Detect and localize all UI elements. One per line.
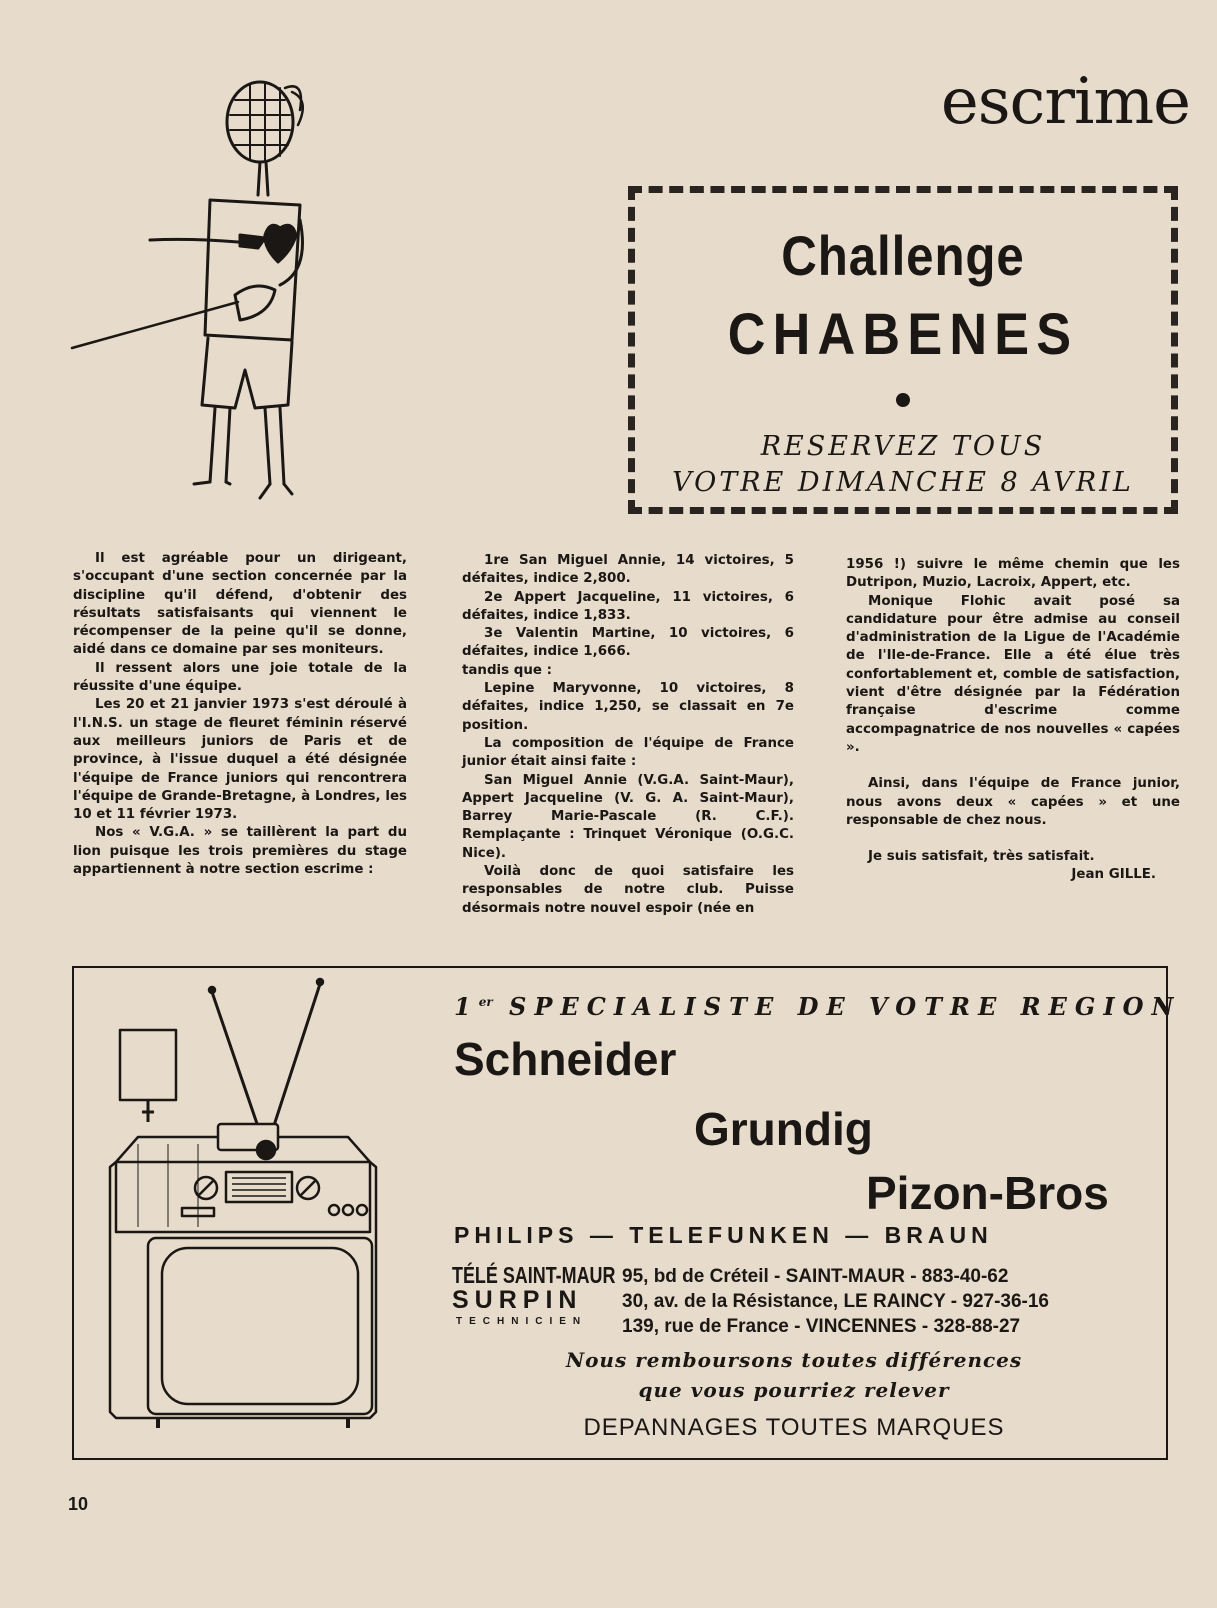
refund-line-2: que vous pourriez relever: [638, 1378, 950, 1402]
paragraph: La composition de l'équipe de France junior était ainsi faite :: [462, 735, 794, 770]
page-number: 10: [68, 1494, 89, 1514]
article-column-3: [846, 556, 1180, 885]
bullet-dot: [896, 393, 910, 407]
paragraph: San Miguel Annie (V.G.A. Saint-Maur), Appert Jacqueline (V. G. A. Saint-Maur), Barrey Marie-Pascale (R. C.F.). Remplaçante : Trinquet Véronique (O.G.C. Nice).: [462, 772, 794, 861]
article-column-1: [73, 550, 407, 879]
repair-line: DEPANNAGES TOUTES MARQUES: [583, 1414, 1005, 1441]
brand-pizon-bros: Pizon-Bros: [866, 1167, 1109, 1219]
shop-name-surpin: SURPIN: [452, 1286, 583, 1314]
address-vincennes: 139, rue de France - VINCENNES - 328-88-27: [622, 1316, 1021, 1337]
ad-headline: [454, 992, 1182, 1021]
challenge-line1: RESERVEZ TOUS: [760, 431, 1046, 462]
article-column-2: [462, 552, 794, 918]
section-title: escrime: [940, 65, 1190, 139]
paragraph: Il ressent alors une joie totale de la réussite d'une équipe.: [73, 660, 407, 695]
address-saint-maur: 95, bd de Créteil - SAINT-MAUR - 883-40-62: [622, 1266, 1009, 1287]
paragraph: Nos « V.G.A. » se taillèrent la part du lion puisque les trois premières du stage appartiennent à notre section escrime :: [73, 825, 407, 878]
ad-headline-number: 1: [454, 992, 479, 1021]
brand-schneider: Schneider: [454, 1033, 677, 1085]
result-item: 1re San Miguel Annie, 14 victoires, 5 défaites, indice 2,800.: [462, 553, 794, 587]
signature: Jean GILLE.: [1071, 867, 1156, 883]
paragraph: Les 20 et 21 janvier 1973 s'est déroulé à l'I.N.S. un stage de fleuret féminin réservé aux meilleurs juniors de Paris et de province, à l'issue duquel a été désignée l'équipe de France juniors qui rencontrera l'équipe de Grande-Bretagne, à Londres, les 10 et 11 février 1973.: [73, 697, 407, 823]
ad-headline-superscript: er: [478, 995, 493, 1009]
paragraph: tandis que :: [462, 662, 552, 678]
challenge-title-line1: Challenge: [781, 224, 1025, 287]
paragraph: Il est agréable pour un dirigeant, s'occupant d'une section concernée par la discipline qu'il défend, d'obtenir des résultats satisfaisants qui viennent le récompenser de la peine qu'il se donne, aidé dans ce domaine par ses moniteurs.: [73, 551, 407, 658]
paragraph: 1956 !) suivre le même chemin que les Dutripon, Muzio, Lacroix, Appert, etc.: [846, 557, 1180, 591]
challenge-line2: VOTRE DIMANCHE 8 AVRIL: [672, 467, 1134, 498]
television-illustration: [108, 972, 398, 1442]
paragraph: Voilà donc de quoi satisfaire les responsables de notre club. Puisse désormais notre nouvel espoir (née en: [462, 864, 794, 916]
challenge-announcement-box: [628, 186, 1178, 514]
ad-headline-text: SPECIALISTE DE VOTRE REGION: [492, 992, 1182, 1021]
paragraph: Je suis satisfait, très satisfait.: [868, 849, 1095, 865]
fencer-illustration: [60, 70, 330, 520]
address-le-raincy: 30, av. de la Résistance, LE RAINCY - 927-36-16: [622, 1291, 1049, 1312]
result-item: Lepine Maryvonne, 10 victoires, 8 défaites, indice 1,250, se classait en 7e position.: [462, 681, 794, 733]
challenge-title-line2: CHABENES: [727, 302, 1079, 367]
result-item: 2e Appert Jacqueline, 11 victoires, 6 défaites, indice 1,833.: [462, 589, 794, 623]
paragraph: Monique Flohic avait posé sa candidature pour être admise au conseil d'administration de la Ligue de l'Académie de l'Ile-de-France. Elle a été élue très confortablement et, comble de satisfaction, vient d'être désignée par la Fédération française d'escrime comme accompagnatrice de nos nouvelles « capées ».: [846, 593, 1180, 755]
brands-line: PHILIPS — TELEFUNKEN — BRAUN: [454, 1222, 993, 1248]
brand-grundig: Grundig: [694, 1103, 873, 1155]
refund-line-1: Nous remboursons toutes différences: [565, 1348, 1023, 1372]
shop-name-tele-saint-maur: TÉLÉ SAINT-MAUR: [452, 1262, 616, 1288]
result-item: 3e Valentin Martine, 10 victoires, 6 défaites, indice 1,666.: [462, 626, 794, 660]
paragraph: Ainsi, dans l'équipe de France junior, nous avons deux « capées » et une responsable de chez nous.: [846, 776, 1180, 828]
shop-subtitle: TECHNICIEN: [456, 1316, 588, 1327]
